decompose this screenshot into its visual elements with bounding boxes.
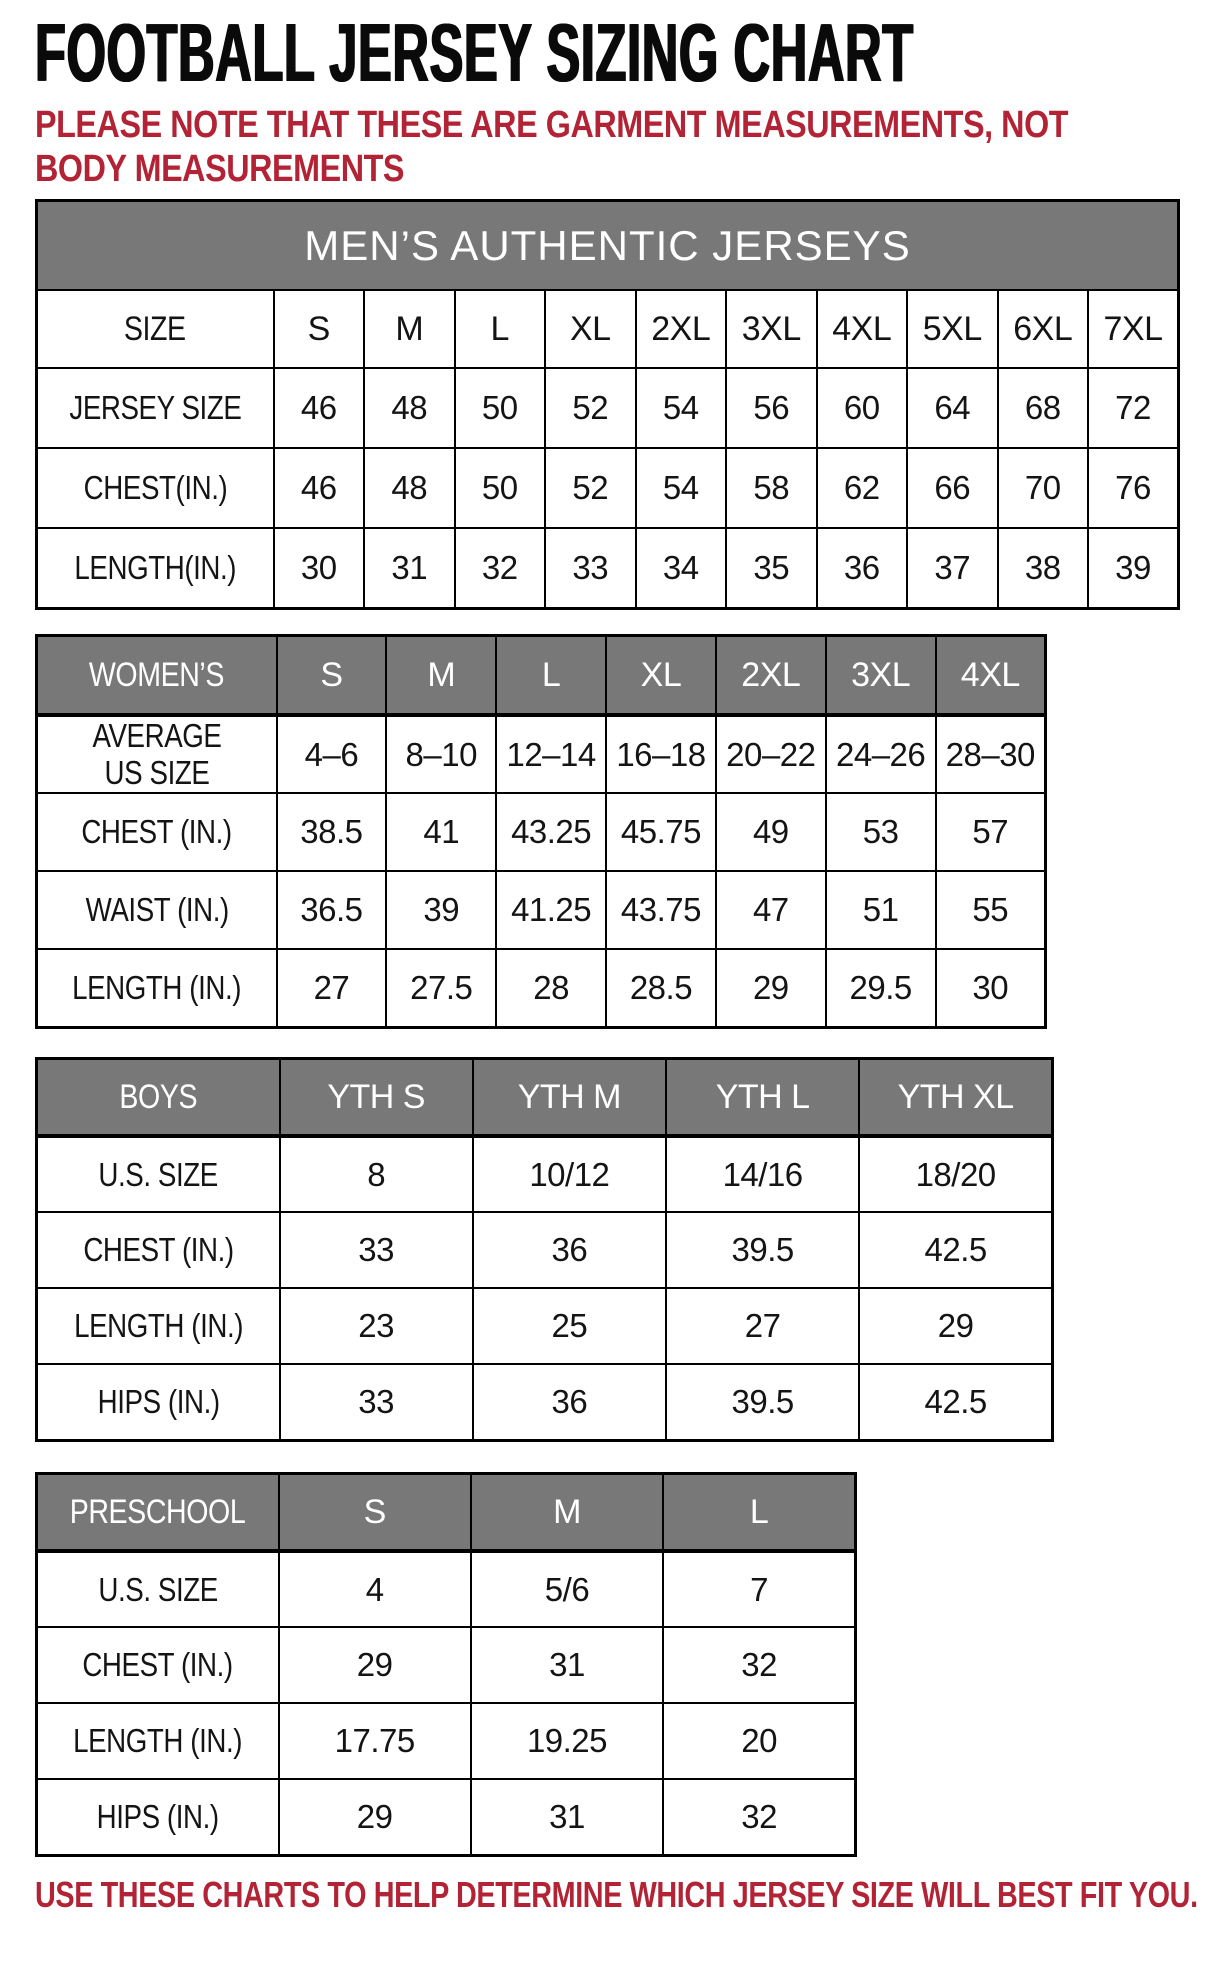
value-cell: 27.5 [386,949,496,1027]
row-label-cell [37,1364,280,1440]
row-label-cell [37,949,277,1027]
table-row [37,528,1179,608]
value-cell: 36 [473,1364,666,1440]
row-label-text: JERSEY SIZE [69,389,242,427]
value-cell: 17.75 [279,1703,471,1779]
size-header-cell: 4XL [817,290,908,368]
table-row [37,1703,856,1779]
value-cell: 36.5 [277,871,387,949]
value-cell: 29.5 [826,949,936,1027]
value-cell: 36 [817,528,908,608]
row-label-text: LENGTH (IN.) [73,1307,243,1345]
garment-measurements-note: PLEASE NOTE THAT THESE ARE GARMENT MEASUREMENTS, NOT BODY MEASUREMENTS [35,103,1069,190]
value-cell: 8–10 [386,715,496,793]
value-cell: 42.5 [859,1212,1052,1288]
value-cell: 27 [277,949,387,1027]
value-cell: 41.25 [496,871,606,949]
mens-table-banner: MEN’S AUTHENTIC JERSEYS [37,200,1179,290]
value-cell: 24–26 [826,715,936,793]
value-cell: 4 [279,1551,471,1627]
table-row [37,1364,1053,1440]
table-row [37,1136,1053,1212]
table-row [37,1212,1053,1288]
row-label-cell [37,1627,279,1703]
table-row [37,715,1046,793]
value-cell: 30 [274,528,365,608]
value-cell: 76 [1088,448,1179,528]
value-cell: 70 [998,448,1089,528]
size-header-cell: S [274,290,365,368]
value-cell: 43.75 [606,871,716,949]
size-header-cell: 2XL [716,635,826,715]
row-label-text: U.S. SIZE [98,1155,218,1193]
value-cell: 32 [455,528,546,608]
size-header-row [37,635,1046,715]
row-label-cell [37,368,274,448]
size-header-row [37,1473,856,1551]
size-header-cell: XL [545,290,636,368]
value-cell: 54 [636,448,727,528]
value-cell: 52 [545,448,636,528]
value-cell: 7 [663,1551,855,1627]
value-cell: 55 [936,871,1046,949]
value-cell: 20 [663,1703,855,1779]
value-cell: 18/20 [859,1136,1052,1212]
size-header-cell: 2XL [636,290,727,368]
size-header-cell: 6XL [998,290,1089,368]
row-label-text: LENGTH(IN.) [74,549,237,587]
value-cell: 35 [726,528,817,608]
value-cell: 37 [907,528,998,608]
value-cell: 34 [636,528,727,608]
value-cell: 51 [826,871,936,949]
value-cell: 52 [545,368,636,448]
value-cell: 50 [455,448,546,528]
table-row [37,949,1046,1027]
size-header-cell: 5XL [907,290,998,368]
row-label-cell [37,1058,280,1136]
value-cell: 23 [280,1288,473,1364]
row-label-cell [37,1703,279,1779]
row-label-cell [37,793,277,871]
value-cell: 28 [496,949,606,1027]
value-cell: 39 [1088,528,1179,608]
value-cell: 43.25 [496,793,606,871]
size-header-cell: 3XL [726,290,817,368]
row-label-cell [37,1473,279,1551]
size-header-row [37,1058,1053,1136]
value-cell: 27 [666,1288,859,1364]
value-cell: 62 [817,448,908,528]
value-cell: 19.25 [471,1703,663,1779]
value-cell: 36 [473,1212,666,1288]
table-row [37,1627,856,1703]
value-cell: 25 [473,1288,666,1364]
value-cell: 14/16 [666,1136,859,1212]
row-label-text: CHEST (IN.) [82,1646,233,1684]
value-cell: 47 [716,871,826,949]
size-header-cell: L [496,635,606,715]
value-cell: 32 [663,1627,855,1703]
row-label-text: LENGTH (IN.) [73,1722,243,1760]
value-cell: 16–18 [606,715,716,793]
value-cell: 8 [280,1136,473,1212]
value-cell: 45.75 [606,793,716,871]
mens-authentic-jerseys-table [35,199,1180,610]
row-label-text: HIPS (IN.) [97,1383,220,1421]
value-cell: 50 [455,368,546,448]
table-row [37,1288,1053,1364]
value-cell: 72 [1088,368,1179,448]
page-title [35,6,1180,99]
value-cell: 33 [280,1212,473,1288]
row-label-cell [37,290,274,368]
value-cell: 31 [471,1779,663,1855]
value-cell: 41 [386,793,496,871]
size-header-cell: M [364,290,455,368]
row-label-cell [37,1212,280,1288]
table-row [37,793,1046,871]
row-label-text: BOYS [119,1077,198,1116]
row-label-text: HIPS (IN.) [96,1798,219,1836]
preschool-sizing-table [35,1472,857,1857]
size-header-cell: S [279,1473,471,1551]
row-label-text: WOMEN’S [89,655,225,694]
womens-sizing-table [35,634,1047,1029]
row-label-text: LENGTH (IN.) [72,969,242,1007]
value-cell: 48 [364,368,455,448]
row-label-text: CHEST (IN.) [83,1231,234,1269]
row-label-text: AVERAGE US SIZE [92,716,222,791]
value-cell: 29 [279,1779,471,1855]
table-row [37,448,1179,528]
size-header-cell: YTH XL [859,1058,1052,1136]
value-cell: 68 [998,368,1089,448]
row-label-text: CHEST (IN.) [81,813,232,851]
value-cell: 31 [364,528,455,608]
page-title-text: FOOTBALL JERSEY SIZING CHART [35,6,914,99]
value-cell: 54 [636,368,727,448]
value-cell: 31 [471,1627,663,1703]
value-cell: 5/6 [471,1551,663,1627]
table-row [37,368,1179,448]
value-cell: 39 [386,871,496,949]
size-header-cell: L [663,1473,855,1551]
row-label-cell [37,1288,280,1364]
value-cell: 39.5 [666,1212,859,1288]
row-label-text: U.S. SIZE [98,1570,218,1608]
value-cell: 53 [826,793,936,871]
size-header-cell: M [386,635,496,715]
value-cell: 10/12 [473,1136,666,1212]
size-header-cell: L [455,290,546,368]
row-label-cell [37,635,277,715]
value-cell: 29 [859,1288,1052,1364]
row-label-cell [37,448,274,528]
value-cell: 33 [280,1364,473,1440]
value-cell: 39.5 [666,1364,859,1440]
size-header-cell: XL [606,635,716,715]
row-label-text: WAIST (IN.) [85,891,229,929]
value-cell: 64 [907,368,998,448]
value-cell: 33 [545,528,636,608]
value-cell: 20–22 [716,715,826,793]
value-cell: 56 [726,368,817,448]
size-header-cell: YTH M [473,1058,666,1136]
value-cell: 42.5 [859,1364,1052,1440]
value-cell: 29 [279,1627,471,1703]
row-label-text: PRESCHOOL [69,1492,246,1531]
value-cell: 46 [274,448,365,528]
size-header-cell: M [471,1473,663,1551]
value-cell: 48 [364,448,455,528]
value-cell: 29 [716,949,826,1027]
size-header-row [37,290,1179,368]
value-cell: 28.5 [606,949,716,1027]
value-cell: 30 [936,949,1046,1027]
size-header-cell: YTH L [666,1058,859,1136]
row-label-text: CHEST(IN.) [83,469,228,507]
value-cell: 49 [716,793,826,871]
row-label-cell [37,1551,279,1627]
mens-banner-row [37,200,1179,290]
size-header-cell: S [277,635,387,715]
row-label-cell [37,871,277,949]
row-label-cell [37,1136,280,1212]
row-label-cell [37,528,274,608]
size-header-cell: 7XL [1088,290,1179,368]
size-header-cell: YTH S [280,1058,473,1136]
value-cell: 4–6 [277,715,387,793]
size-header-cell: 3XL [826,635,936,715]
size-header-cell: 4XL [936,635,1046,715]
table-row [37,1551,856,1627]
value-cell: 66 [907,448,998,528]
boys-sizing-table [35,1057,1054,1442]
value-cell: 58 [726,448,817,528]
value-cell: 60 [817,368,908,448]
value-cell: 28–30 [936,715,1046,793]
row-label-cell [37,1779,279,1855]
value-cell: 32 [663,1779,855,1855]
value-cell: 38 [998,528,1089,608]
value-cell: 12–14 [496,715,606,793]
fit-advice-footer: USE THESE CHARTS TO HELP DETERMINE WHICH JERSEY SIZE WILL BEST FIT YOU. [35,1873,1198,1915]
row-label-text: SIZE [124,309,187,348]
value-cell: 38.5 [277,793,387,871]
table-row [37,871,1046,949]
table-row [37,1779,856,1855]
value-cell: 46 [274,368,365,448]
row-label-cell [37,715,277,793]
value-cell: 57 [936,793,1046,871]
